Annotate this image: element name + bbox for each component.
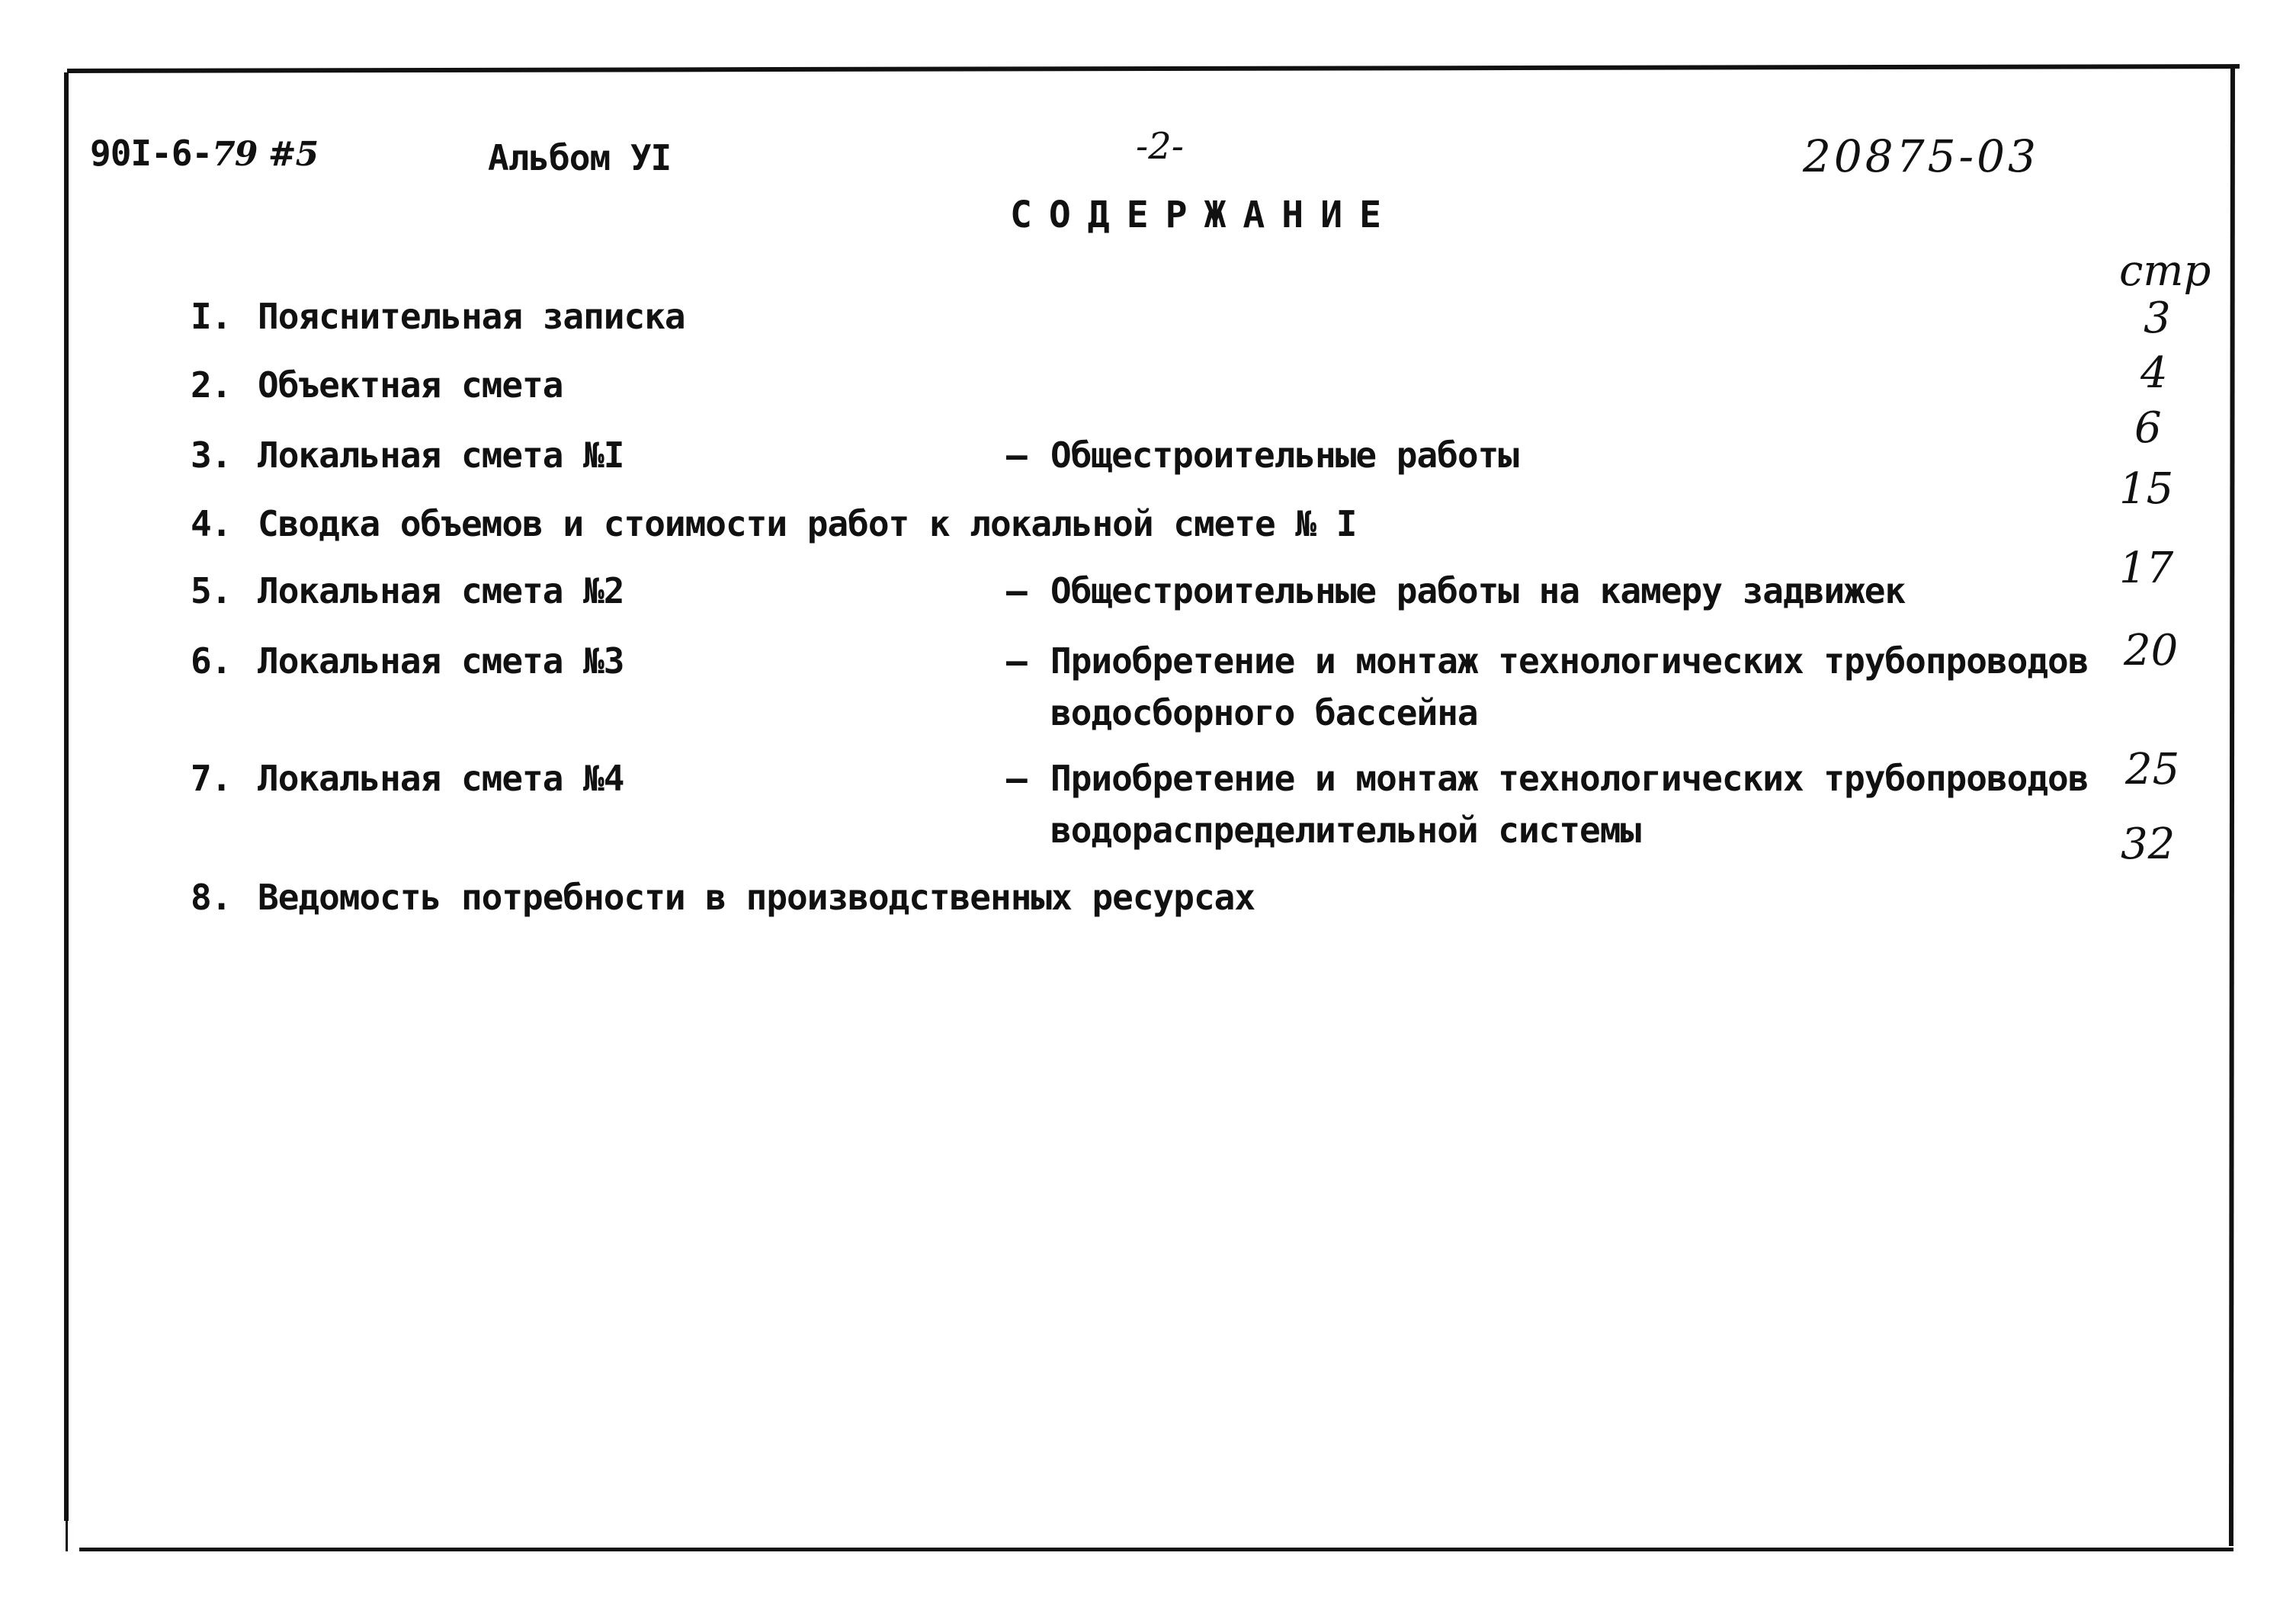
- toc-item-label: Локальная смета №4: [258, 758, 624, 799]
- toc-item-number: 4.: [191, 503, 232, 544]
- toc-item-description: Общестроительные работы на камеру задвижек: [1050, 570, 1906, 611]
- toc-item-label: Локальная смета №I: [258, 435, 624, 476]
- toc-item-description-continued: водораспределительной системы: [1050, 810, 1641, 851]
- frame-border-left: [64, 72, 69, 1521]
- toc-item-label: Локальная смета №3: [258, 640, 624, 682]
- document-number-handwritten: 79 #5: [212, 135, 319, 174]
- frame-border-bottom: [79, 1548, 2233, 1551]
- toc-item-number: 8.: [191, 877, 232, 918]
- toc-item-page: 4: [2140, 348, 2168, 398]
- toc-item-label: Пояснительная записка: [258, 296, 685, 337]
- toc-item-description: Приобретение и монтаж технологических трубопроводов: [1050, 640, 2089, 682]
- document-number-typed: 90I-6-: [90, 133, 213, 174]
- toc-item-description: Приобретение и монтаж технологических трубопроводов: [1050, 758, 2089, 799]
- page-title: СОДЕРЖАНИЕ: [1010, 194, 1398, 236]
- frame-border-right: [2229, 66, 2235, 1546]
- toc-item-number: 7.: [191, 758, 232, 799]
- toc-item-dash: –: [1006, 640, 1027, 682]
- toc-item-description: Общестроительные работы: [1050, 435, 1518, 476]
- toc-item-page: 25: [2125, 745, 2180, 794]
- page-number: -2-: [1136, 125, 1184, 168]
- toc-item-label: Объектная смета: [258, 364, 563, 406]
- toc-item-label: Локальная смета №2: [258, 570, 624, 611]
- toc-item-dash: –: [1006, 570, 1027, 611]
- toc-item-number: 6.: [191, 640, 232, 682]
- toc-item-page: 15: [2119, 464, 2174, 514]
- page-column-label: стр: [2119, 246, 2211, 296]
- frame-border-top: [67, 64, 2240, 73]
- archive-code: 20875-03: [1803, 130, 2039, 182]
- frame-border-left-tail: [66, 1521, 68, 1551]
- toc-item-label: Ведомость потребности в производственных ресурсах: [258, 877, 1255, 918]
- album-label: Альбом УI: [488, 137, 672, 178]
- toc-item-page: 3: [2144, 294, 2171, 343]
- toc-item-number: 5.: [191, 570, 232, 611]
- toc-item-number: I.: [191, 296, 232, 337]
- document-number: [90, 133, 319, 174]
- toc-item-page: 32: [2121, 820, 2176, 869]
- toc-item-number: 3.: [191, 435, 232, 476]
- toc-item-dash: –: [1006, 435, 1027, 476]
- toc-item-description-continued: водосборного бассейна: [1050, 692, 1478, 733]
- toc-item-page: 6: [2134, 403, 2162, 453]
- toc-item-page: 20: [2124, 626, 2179, 675]
- toc-item-label: Сводка объемов и стоимости работ к локальной смете № I: [258, 503, 1357, 544]
- toc-item-number: 2.: [191, 364, 232, 406]
- toc-item-page: 17: [2119, 544, 2174, 593]
- toc-item-dash: –: [1006, 758, 1027, 799]
